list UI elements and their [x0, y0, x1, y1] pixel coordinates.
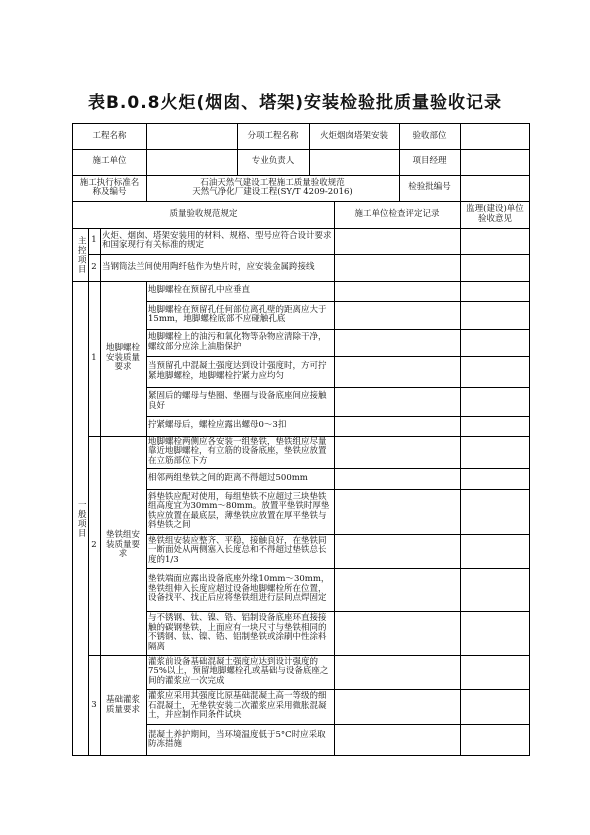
batch-no-label: 检验批编号 — [408, 182, 451, 193]
general-group-no: 2 — [91, 539, 97, 550]
column-spec-header: 质量验收规范规定 — [169, 208, 238, 219]
acceptance-dept-value[interactable] — [460, 124, 529, 149]
project-manager-value[interactable] — [460, 149, 529, 175]
standard-value — [146, 175, 399, 201]
standard-value-line2: 天然气净化厂建设工程(SY/T 4209-2016) — [192, 187, 353, 197]
general-group-no: 3 — [91, 699, 97, 710]
standard-label: 施工执行标准名称及编号 — [79, 177, 140, 197]
main-control-item-no: 1 — [91, 235, 97, 246]
general-row-text: 灌浆应采用其强度比原基础混凝土高一等级的细石混凝土，无垫铁安装二次灌浆应采用微胀混凝土，并应制作同条件试块 — [148, 691, 327, 721]
sub-project-value[interactable]: 火炬烟囱塔架安装 — [319, 130, 388, 141]
general-row-text: 与不锈钢、钛、镍、锆、铝制设备底座环直接接触的碳钢垫铁，上面应有一块尺寸与垫铁相同的不锈钢、钛、镍、锆、铝制垫铁或涂刷中性涂料隔离 — [148, 613, 327, 652]
main-control-label: 主控项目 — [76, 235, 87, 274]
project-name-label: 工程名称 — [92, 130, 127, 141]
general-row-text: 地脚螺栓上的油污和氧化物等杂物应清除干净，螺纹部分应涂上油脂保护 — [148, 332, 327, 352]
acceptance-dept-label: 验收部位 — [412, 130, 447, 141]
general-row-text: 地脚螺栓在预留孔中应垂直 — [148, 285, 251, 296]
page-title: 表B.0.8火炬(烟囱、塔架)安装检验批质量验收记录 — [87, 93, 503, 113]
main-control-item-no: 2 — [91, 261, 97, 272]
column-supervisor-header: 监理(建设)单位验收意见 — [466, 204, 524, 224]
construction-unit-label: 施工单位 — [92, 156, 127, 167]
acceptance-record-table — [72, 123, 530, 756]
general-group-name: 垫铁组安装质量要求 — [105, 530, 140, 560]
project-manager-label: 项目经理 — [412, 156, 447, 167]
general-row-text: 紧固后的螺母与垫圈、垫圈与设备底座间应接触良好 — [148, 391, 327, 411]
grid-line — [460, 201, 461, 756]
general-row-text: 垫铁组安装应整齐、平稳，接触良好，在垫铁同一断面处从两侧塞入长度总和不得超过垫铁总长度的1/3 — [148, 535, 327, 565]
professional-lead-label: 专业负责人 — [251, 156, 295, 167]
main-control-item-text: 当钢筒法兰间使用陶纤毡作为垫片时，应安装金属跨接线 — [102, 261, 315, 272]
general-row-text: 斜垫铁应配对使用，每组垫铁不应超过三块垫铁组高度宜为30mm～80mm。放置平垫铁时厚垫铁应放置在最底层，薄垫铁应放置在厚平垫铁与斜垫铁之间 — [148, 491, 330, 530]
general-row-text: 混凝土养护期间，当环境温度低于5°C时应采取防冻措施 — [148, 729, 326, 749]
column-unit-record-header: 施工单位检查评定记录 — [354, 208, 440, 219]
general-items-label: 一般项目 — [76, 499, 87, 538]
general-row-text: 当预留孔中混凝土强度达到设计强度时，方可拧紧地脚螺栓，地脚螺栓拧紧力应均匀 — [148, 361, 327, 381]
professional-lead-value[interactable] — [309, 149, 399, 175]
general-row-text: 地脚螺栓两侧应各安装一组垫铁，垫铁组应尽量靠近地脚螺栓，有立筋的设备底座，垫铁应放置在立筋部位下方 — [148, 436, 327, 466]
general-group-name: 地脚螺栓安装质量要求 — [105, 343, 140, 373]
sub-project-label: 分项工程名称 — [247, 130, 299, 141]
grid-line — [100, 281, 101, 756]
general-row-text: 相邻两组垫铁之间的距离不得超过500mm — [148, 472, 308, 483]
project-name-value[interactable] — [146, 124, 237, 149]
general-group-no: 1 — [91, 352, 97, 363]
batch-no-value[interactable] — [460, 175, 529, 201]
grid-line — [334, 201, 335, 756]
construction-unit-value[interactable] — [146, 149, 237, 175]
standard-value-line1: 石油天然气建设工程施工质量验收规范 — [200, 177, 345, 188]
general-row-text: 灌浆前设备基础混凝土强度应达到设计强度的75%以上，预留地脚螺栓孔或基础与设备底座之间的灌浆应一次完成 — [148, 656, 329, 686]
main-control-item-text: 火炬、烟囱、塔架安装用的材料、规格、型号应符合设计要求和国家现行有关标准的规定 — [102, 230, 332, 250]
general-row-text: 拧紧螺母后，螺栓应露出螺母0～3扣 — [148, 420, 287, 431]
general-group-name: 基础灌浆质量要求 — [105, 695, 140, 715]
general-row-text: 垫铁端面应露出设备底座外缘10mm～30mm，垫铁组伸入长度应超过设备地脚螺栓所在位置，设备找平、找正后应将垫铁组进行层间点焊固定 — [148, 574, 330, 604]
general-row-text: 地脚螺栓在预留孔任何部位离孔壁的距离应大于15mm，地脚螺栓底部不应碰触孔底 — [148, 304, 327, 324]
